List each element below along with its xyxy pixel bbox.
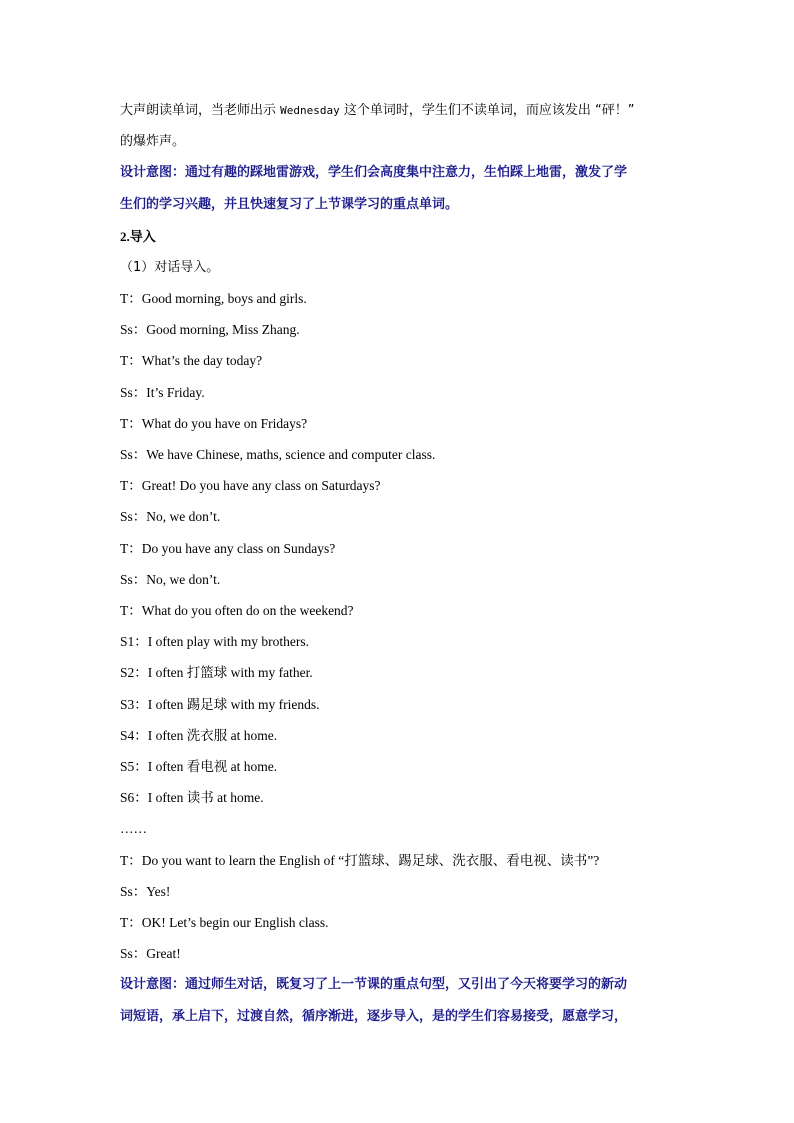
dialogue-line: S1：I often play with my brothers. bbox=[120, 634, 309, 649]
dialogue-line: T：Great! Do you have any class on Saturdays? bbox=[120, 478, 381, 493]
dialogue-line: T：Do you have any class on Sundays? bbox=[120, 541, 336, 556]
design-intent-1-line-1: 设计意图：通过有趣的踩地雷游戏，学生们会高度集中注意力，生怕踩上地雷，激发了学 bbox=[120, 165, 628, 180]
design-intent-2-line-2: 词短语，承上启下，过渡自然，循序渐进，逐步导入，是的学生们容易接受，愿意学习， bbox=[120, 1009, 628, 1024]
dialogue-line: T：What’s the day today? bbox=[120, 353, 263, 368]
section-subtitle: （1）对话导入。 bbox=[120, 260, 220, 275]
dialogue-line: S2：I often 打篮球 with my father. bbox=[120, 665, 313, 680]
dialogue-line: S4：I often 洗衣服 at home. bbox=[120, 728, 278, 743]
dialogue-line: T：What do you have on Fridays? bbox=[120, 416, 308, 431]
design-intent-2-line-1: 设计意图：通过师生对话，既复习了上一节课的重点句型，又引出了今天将要学习的新动 bbox=[120, 977, 628, 992]
dialogue-line: S6：I often 读书 at home. bbox=[120, 790, 264, 805]
dialogue-line: T：Do you want to learn the English of “打篮球、踢足球、洗衣服、看电视、读书”? bbox=[120, 853, 600, 868]
design-intent-1-line-2: 生们的学习兴趣，并且快速复习了上节课学习的重点单词。 bbox=[120, 197, 459, 212]
dialogue-line: Ss：No, we don’t. bbox=[120, 572, 221, 587]
dialogue-line: Ss：Great! bbox=[120, 946, 181, 961]
dialogue-line: T：OK! Let’s begin our English class. bbox=[120, 915, 329, 930]
dialogue-line: T：What do you often do on the weekend? bbox=[120, 603, 354, 618]
dialogue-line: S3：I often 踢足球 with my friends. bbox=[120, 697, 320, 712]
dialogue-line: Ss：Good morning, Miss Zhang. bbox=[120, 322, 300, 337]
dialogue-line: Ss：It’s Friday. bbox=[120, 385, 205, 400]
intro-word: Wednesday bbox=[280, 104, 340, 117]
ellipsis-line: …… bbox=[120, 821, 147, 836]
intro-text-b: 这个单词时，学生们不读单词，而应该发出 “砰！” bbox=[339, 103, 635, 118]
intro-line-2: 的爆炸声。 bbox=[120, 134, 186, 149]
dialogue-line: Ss：No, we don’t. bbox=[120, 509, 221, 524]
dialogue-line: Ss：We have Chinese, maths, science and computer class. bbox=[120, 447, 436, 462]
dialogue-line: T：Good morning, boys and girls. bbox=[120, 291, 307, 306]
intro-text-a: 大声朗读单词，当老师出示 bbox=[120, 103, 281, 118]
intro-line-1 bbox=[120, 102, 635, 120]
section-title: 2.导入 bbox=[120, 229, 156, 244]
dialogue-line: S5：I often 看电视 at home. bbox=[120, 759, 278, 774]
dialogue-line: Ss：Yes! bbox=[120, 884, 171, 899]
